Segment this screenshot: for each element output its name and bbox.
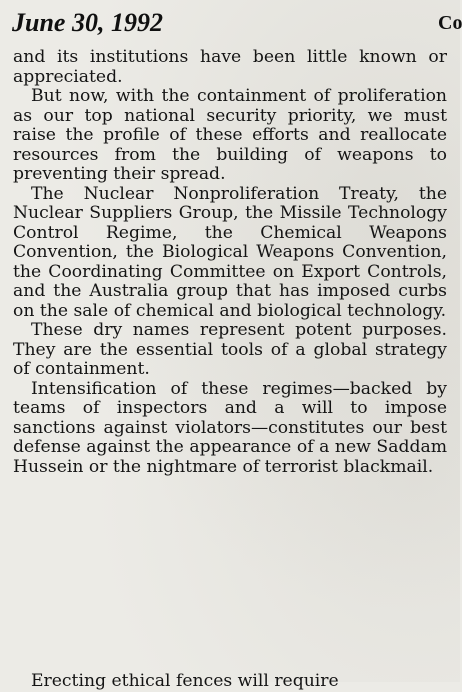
page-header (12, 6, 460, 40)
paragraph: and its institutions have been little known or appreciated. (13, 47, 447, 87)
paragraph: These dry names represent potent purposes. They are the essential tools of a global strategy of containment. (13, 320, 447, 379)
header-running-head: Co (438, 12, 462, 34)
paragraph: Intensification of these regimes—backed by teams of inspectors and a will to impose sanctions against violators—constitutes our best defense against the appearance of a new Saddam Hussein or the nightmare of terrorist blackmail. (13, 378, 447, 477)
paragraph: The Nuclear Nonproliferation Treaty, the Nuclear Suppliers Group, the Missile Technology Control Regime, the Chemical Weapons Convention, the Biological Weapons Convention, the Coordinating Committee on Export Controls, and the Australia group that has imposed curbs on the sale of chemical and biological technology. (13, 183, 447, 321)
text-column (13, 48, 447, 477)
header-date: June 30, 1992 (12, 8, 163, 37)
paragraph: But now, with the containment of proliferation as our top national security priority, we must raise the profile of these efforts and reallocate resources from the building of weapons to preventing their spread. (13, 86, 447, 184)
cutoff-line: Erecting ethical fences will require (31, 671, 339, 691)
